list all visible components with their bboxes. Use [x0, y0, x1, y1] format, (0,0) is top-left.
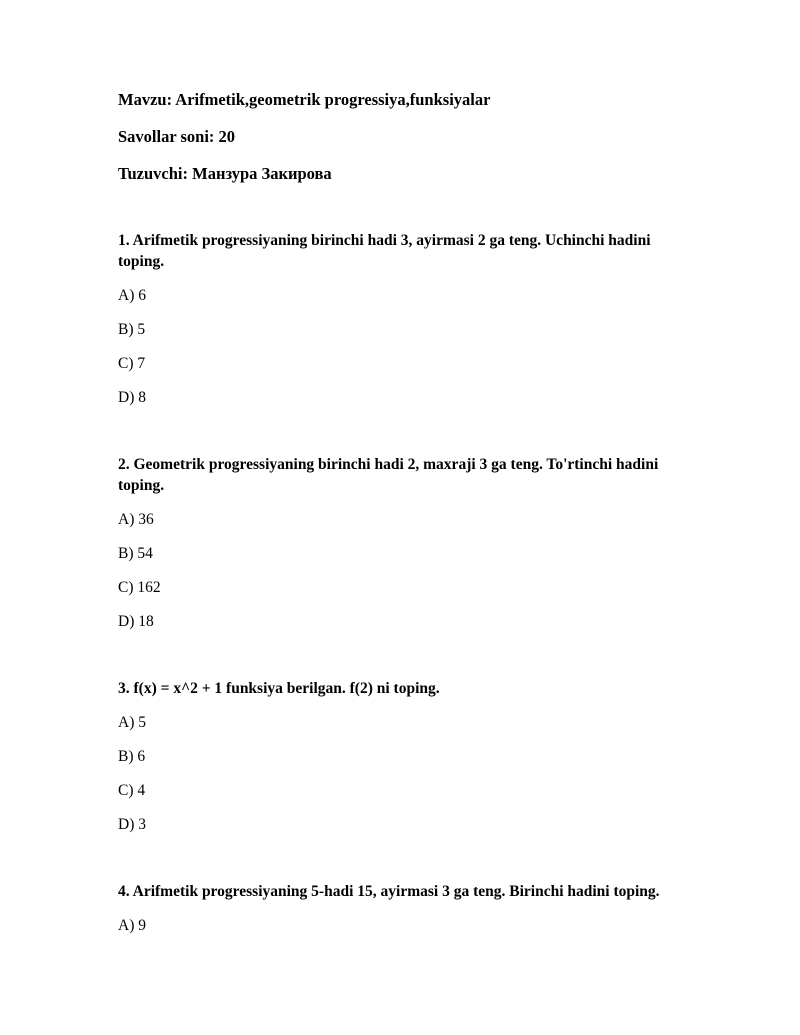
question-text: 3. f(x) = x^2 + 1 funksiya berilgan. f(2) ni toping.	[118, 680, 440, 697]
question-block-4	[118, 881, 700, 936]
answer-option-d: D) 8	[118, 389, 146, 406]
answer-option-c: C) 7	[118, 355, 146, 372]
question-text: 1. Arifmetik progressiyaning birinchi hadi 3, ayirmasi 2 ga teng. Uchinchi hadini toping.	[118, 232, 651, 270]
question-block-3	[118, 678, 700, 835]
question-text: 4. Arifmetik progressiyaning 5-hadi 15, ayirmasi 3 ga teng. Birinchi hadini toping.	[118, 883, 660, 900]
answer-option-b: B) 6	[118, 748, 146, 765]
answer-option-c: C) 4	[118, 782, 146, 799]
question-block-2	[118, 454, 700, 632]
answer-option-b: B) 54	[118, 545, 153, 562]
document-question-count: Savollar soni: 20	[118, 127, 236, 146]
question-block-1	[118, 230, 700, 408]
answer-option-a: A) 36	[118, 511, 154, 528]
answer-option-a: A) 5	[118, 714, 146, 731]
answer-option-b: B) 5	[118, 321, 146, 338]
answer-option-c: C) 162	[118, 579, 161, 596]
answer-option-a: A) 6	[118, 287, 146, 304]
question-text: 2. Geometrik progressiyaning birinchi hadi 2, maxraji 3 ga teng. To'rtinchi hadini toping.	[118, 456, 659, 494]
answer-option-a: A) 9	[118, 917, 146, 934]
answer-option-d: D) 3	[118, 816, 146, 833]
document-author: Tuzuvchi: Манзура Закирова	[118, 164, 332, 183]
answer-option-d: D) 18	[118, 613, 154, 630]
document-topic: Mavzu: Arifmetik,geometrik progressiya,funksiyalar	[118, 90, 491, 109]
